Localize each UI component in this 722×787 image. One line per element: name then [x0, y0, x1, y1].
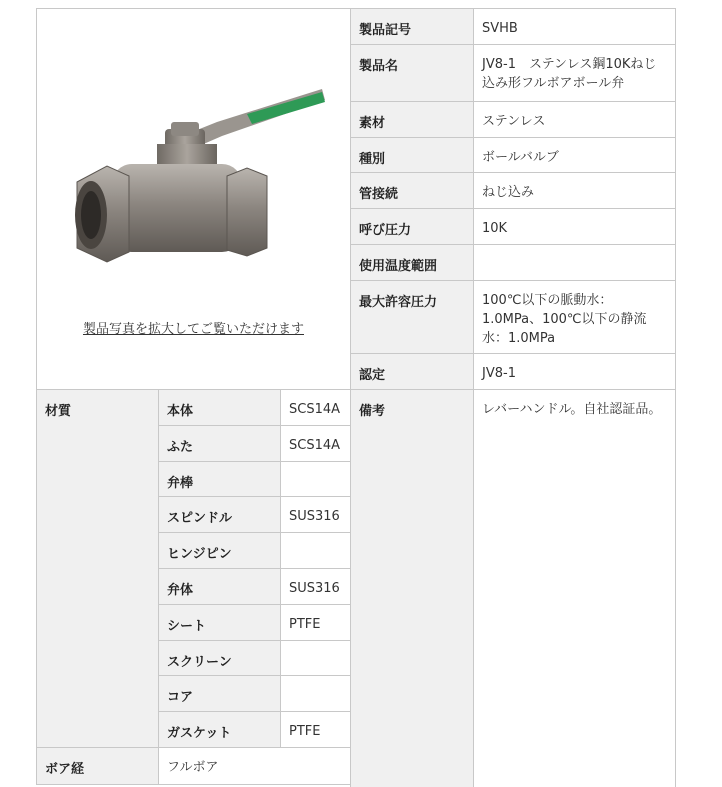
material-value: [280, 532, 350, 568]
spec-label: 素材: [350, 101, 473, 137]
spec-label: 種別: [350, 137, 473, 172]
green-grip-icon: [247, 92, 325, 124]
spec-value: ボールバルブ: [473, 137, 676, 172]
material-value: [280, 675, 350, 711]
material-part: 本体: [158, 389, 280, 425]
material-value: [280, 640, 350, 676]
spec-label: 使用温度範囲: [350, 244, 473, 280]
spec-value: ねじ込み: [473, 172, 676, 208]
material-part: 弁棒: [158, 461, 280, 497]
material-value: PTFE: [280, 604, 350, 640]
spec-value: SVHB: [473, 8, 676, 44]
spec-value: JV8-1 ステンレス鋼10Kねじ込み形フルボアボール弁: [473, 44, 676, 101]
spec-value: 10K: [473, 208, 676, 244]
spec-value: JV8-1: [473, 353, 676, 389]
material-value: [280, 461, 350, 497]
spec-label: 認定: [350, 353, 473, 389]
material-part: 弁体: [158, 568, 280, 604]
material-value: SCS14A: [280, 389, 350, 425]
spec-label: 呼び圧力: [350, 208, 473, 244]
material-part: コア: [158, 675, 280, 711]
material-part: スピンドル: [158, 496, 280, 532]
enlarge-photo-link[interactable]: 製品写真を拡大してご覧いただけます: [82, 322, 304, 337]
material-value: SCS14A: [280, 425, 350, 461]
spec-value: ステンレス: [473, 101, 676, 137]
spec-value: [473, 244, 676, 280]
spec-label: 最大許容圧力: [350, 280, 473, 353]
material-part: ヒンジピン: [158, 532, 280, 568]
material-label: 材質: [36, 389, 158, 747]
spec-label: 製品記号: [350, 8, 473, 44]
product-photo-cell: [36, 8, 350, 389]
table-bottom-line: [36, 784, 350, 785]
remarks-label: 備考: [350, 389, 473, 787]
ball-valve-image[interactable]: [67, 84, 347, 284]
material-value: SUS316: [280, 496, 350, 532]
material-value: SUS316: [280, 568, 350, 604]
material-part: スクリーン: [158, 640, 280, 676]
remarks-value: レバーハンドル。自社認証品。: [473, 389, 676, 787]
bore-value: フルボア: [158, 747, 350, 784]
bore-label: ボア経: [36, 747, 158, 784]
material-value: PTFE: [280, 711, 350, 747]
spec-label: 製品名: [350, 44, 473, 101]
spec-value: 100℃以下の脈動水：1.0MPa、100℃以下の静流水：1.0MPa: [473, 280, 676, 353]
material-part: ガスケット: [158, 711, 280, 747]
material-part: シート: [158, 604, 280, 640]
material-part: ふた: [158, 425, 280, 461]
spec-label: 管接続: [350, 172, 473, 208]
